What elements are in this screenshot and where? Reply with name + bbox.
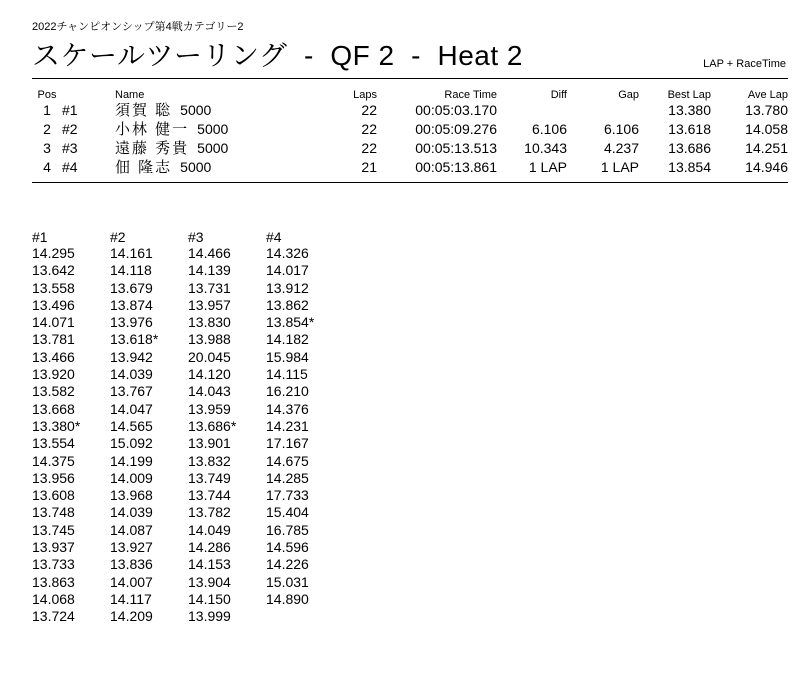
lap-time-cell: 13.668 <box>32 400 75 417</box>
result-best-lap: 13.686 <box>668 140 711 156</box>
lap-row <box>32 539 344 556</box>
lap-time-cell: 14.009 <box>110 469 153 486</box>
results-header-row <box>32 88 788 101</box>
col-diff: Diff <box>550 88 567 101</box>
lap-time-cell: 13.901 <box>188 435 231 452</box>
lap-time-cell: 13.999 <box>188 608 231 625</box>
result-laps: 22 <box>361 102 377 118</box>
lap-time-cell: 14.068 <box>32 590 75 607</box>
lap-time-cell: 14.115 <box>266 366 308 383</box>
lap-row <box>32 522 344 539</box>
lap-time-cell: 13.976 <box>110 314 153 331</box>
event-subtitle: 2022チャンピオンシップ第4戦カテゴリー2 <box>32 21 244 33</box>
result-race-time: 00:05:03.170 <box>415 102 497 118</box>
lap-row <box>32 574 344 591</box>
result-gap: 4.237 <box>603 140 639 156</box>
result-row <box>32 158 788 177</box>
result-laps: 22 <box>361 140 377 156</box>
lap-time-cell: 14.161 <box>110 245 153 261</box>
lap-row <box>32 453 344 470</box>
driver-class: 5000 <box>180 102 212 118</box>
lap-time-cell: 13.920 <box>32 366 75 383</box>
result-gap <box>567 101 639 120</box>
lap-time-cell: 14.087 <box>110 521 153 538</box>
result-ave-lap: 14.946 <box>745 159 788 175</box>
lap-time-cell: 14.049 <box>188 521 231 538</box>
driver-class: 5000 <box>197 140 229 156</box>
lap-time-cell: 14.039 <box>110 504 153 521</box>
results-table <box>32 88 788 177</box>
lap-time-cell: 14.071 <box>32 314 75 331</box>
lap-note: LAP + RaceTime <box>703 58 786 70</box>
lap-row <box>32 297 344 314</box>
driver-name: 遠藤 秀貴 <box>115 140 190 157</box>
lap-time-cell: 13.968 <box>110 487 153 504</box>
result-gap: 6.106 <box>603 121 639 137</box>
lap-times-table <box>32 228 344 626</box>
result-best-lap: 13.618 <box>668 121 711 137</box>
lap-time-cell: 13.836 <box>110 556 153 573</box>
lap-time-cell: 13.558 <box>32 279 75 296</box>
result-laps: 21 <box>361 159 377 175</box>
lap-time-cell: 14.565 <box>110 417 153 434</box>
lap-time-cell: 14.117 <box>110 590 152 607</box>
lap-time-cell: 13.724 <box>32 608 75 625</box>
lap-time-cell: 14.375 <box>32 452 75 469</box>
lap-time-cell: 13.959 <box>188 400 231 417</box>
lap-time-cell: 13.618* <box>110 331 159 348</box>
result-pos: 4 <box>43 159 51 175</box>
lap-time-cell: 13.745 <box>32 521 75 538</box>
lap-col-3: #3 <box>188 228 204 245</box>
result-pos: 3 <box>43 140 51 156</box>
lap-time-cell: 14.182 <box>266 331 309 348</box>
lap-time-cell: 13.854* <box>266 314 315 331</box>
lap-time-cell: 15.031 <box>266 573 309 590</box>
lap-time-cell: 17.167 <box>266 435 309 452</box>
lap-time-cell: 13.782 <box>188 504 231 521</box>
lap-time-cell: 14.376 <box>266 400 309 417</box>
lap-time-cell: 14.199 <box>110 452 153 469</box>
result-gap: 1 LAP <box>600 159 639 175</box>
col-laps: Laps <box>353 88 377 101</box>
lap-time-cell: 14.153 <box>188 556 231 573</box>
result-name <box>107 120 327 139</box>
lap-col-4: #4 <box>266 228 282 245</box>
driver-name: 須賀 聡 <box>115 102 173 119</box>
lap-time-cell: 14.007 <box>110 573 153 590</box>
result-name <box>107 101 327 120</box>
result-best-lap: 13.380 <box>668 102 711 118</box>
driver-class: 5000 <box>197 121 229 137</box>
result-race-time: 00:05:13.861 <box>415 159 497 175</box>
driver-name-wrap <box>107 140 228 156</box>
lap-time-cell: 14.231 <box>266 417 309 434</box>
lap-time-cell: 17.733 <box>266 487 309 504</box>
lap-time-cell: 14.017 <box>266 262 309 279</box>
lap-row <box>32 280 344 297</box>
lap-time-cell: 13.686* <box>188 417 237 434</box>
driver-name-wrap <box>107 159 211 175</box>
lap-time-cell: 13.927 <box>110 539 153 556</box>
result-number: #1 <box>62 102 78 118</box>
lap-row <box>32 349 344 366</box>
lap-time-cell: 13.937 <box>32 539 75 556</box>
result-race-time: 00:05:09.276 <box>415 121 497 137</box>
lap-time-cell: 14.139 <box>188 262 231 279</box>
lap-row <box>32 487 344 504</box>
result-row <box>32 120 788 139</box>
lap-row <box>32 366 344 383</box>
lap-row <box>32 314 344 331</box>
page-title: スケールツーリング - QF 2 - Heat 2 <box>32 40 523 71</box>
lap-col-1: #1 <box>32 228 48 245</box>
lap-time-cell: 14.226 <box>266 556 309 573</box>
result-ave-lap: 13.780 <box>745 102 788 118</box>
lap-time-cell: 13.863 <box>32 573 75 590</box>
result-ave-lap: 14.058 <box>745 121 788 137</box>
col-pos: Pos <box>37 88 57 101</box>
col-no <box>62 88 107 101</box>
lap-time-cell: 20.045 <box>188 348 231 365</box>
lap-time-cell: 13.731 <box>188 279 231 296</box>
result-best-lap: 13.854 <box>668 159 711 175</box>
lap-col-2: #2 <box>110 228 126 245</box>
lap-time-cell: 13.830 <box>188 314 231 331</box>
lap-time-cell: 13.748 <box>32 504 75 521</box>
lap-time-cell: 14.596 <box>266 539 309 556</box>
result-number: #2 <box>62 121 78 137</box>
driver-class: 5000 <box>180 159 212 175</box>
lap-time-cell: 13.608 <box>32 487 75 504</box>
lap-time-cell: 13.956 <box>32 469 75 486</box>
col-race-time: Race Time <box>444 88 497 101</box>
lap-time-cell: 14.209 <box>110 608 153 625</box>
result-laps: 22 <box>361 121 377 137</box>
lap-row <box>32 591 344 608</box>
lap-time-cell: 15.404 <box>266 504 309 521</box>
lap-time-cell: 13.744 <box>188 487 231 504</box>
col-best-lap: Best Lap <box>667 88 711 101</box>
lap-time-cell: 14.675 <box>266 452 309 469</box>
lap-time-cell: 13.874 <box>110 296 153 313</box>
lap-time-cell: 13.380* <box>32 417 81 434</box>
col-gap: Gap <box>618 88 639 101</box>
lap-time-cell: 14.118 <box>110 262 152 279</box>
result-diff: 6.106 <box>531 121 567 137</box>
lap-time-cell: 13.988 <box>188 331 231 348</box>
result-row <box>32 139 788 158</box>
lap-time-cell: 14.047 <box>110 400 153 417</box>
lap-time-cell: 14.043 <box>188 383 231 400</box>
result-diff <box>497 101 567 120</box>
lap-time-cell: 13.781 <box>32 331 75 348</box>
driver-name: 小林 健一 <box>115 121 190 138</box>
lap-time-cell: 16.210 <box>266 383 309 400</box>
lap-row <box>32 470 344 487</box>
lap-time-cell: 14.039 <box>110 366 153 383</box>
lap-time-cell: 15.092 <box>110 435 153 452</box>
col-name <box>107 88 327 101</box>
lap-row <box>32 435 344 452</box>
driver-name: 佃 隆志 <box>115 159 173 176</box>
lap-time-cell: 13.733 <box>32 556 75 573</box>
lap-time-cell: 14.326 <box>266 245 309 261</box>
result-pos: 2 <box>43 121 51 137</box>
lap-time-cell: 13.957 <box>188 296 231 313</box>
lap-time-cell: 13.942 <box>110 348 153 365</box>
lap-row <box>32 245 344 262</box>
result-number: #3 <box>62 140 78 156</box>
lap-time-cell: 16.785 <box>266 521 309 538</box>
result-name <box>107 139 327 158</box>
result-race-time: 00:05:13.513 <box>415 140 497 156</box>
driver-name-wrap <box>107 102 211 118</box>
lap-time-cell: 13.904 <box>188 573 231 590</box>
result-diff: 10.343 <box>524 140 567 156</box>
lap-time-cell: 14.286 <box>188 539 231 556</box>
lap-row <box>32 401 344 418</box>
lap-time-cell: 13.554 <box>32 435 75 452</box>
lap-time-cell: 13.496 <box>32 296 75 313</box>
bottom-rule <box>32 182 788 183</box>
col-name-label: Name <box>115 88 145 101</box>
lap-header-row <box>32 228 344 245</box>
result-diff: 1 LAP <box>528 159 567 175</box>
lap-time-cell: 13.642 <box>32 262 75 279</box>
lap-time-cell: 14.295 <box>32 245 75 261</box>
lap-time-cell: 14.890 <box>266 590 309 607</box>
lap-time-cell: 13.749 <box>188 469 231 486</box>
result-row <box>32 101 788 120</box>
result-ave-lap: 14.251 <box>745 140 788 156</box>
driver-name-wrap <box>107 121 228 137</box>
lap-time-cell: 13.466 <box>32 348 75 365</box>
lap-row <box>32 331 344 348</box>
lap-row <box>32 383 344 400</box>
lap-time-cell: 13.912 <box>266 279 309 296</box>
lap-row <box>32 418 344 435</box>
lap-time-cell: 13.832 <box>188 452 231 469</box>
lap-time-cell <box>266 608 344 625</box>
lap-time-cell: 14.466 <box>188 245 231 261</box>
lap-row <box>32 262 344 279</box>
lap-row <box>32 608 344 625</box>
lap-time-cell: 13.767 <box>110 383 153 400</box>
lap-time-cell: 13.679 <box>110 279 153 296</box>
top-rule <box>32 78 788 79</box>
lap-time-cell: 13.862 <box>266 296 309 313</box>
lap-time-cell: 14.285 <box>266 469 309 486</box>
result-pos: 1 <box>43 102 51 118</box>
lap-row <box>32 504 344 521</box>
result-name <box>107 158 327 177</box>
lap-row <box>32 556 344 573</box>
lap-time-cell: 13.582 <box>32 383 75 400</box>
lap-time-cell: 14.120 <box>188 366 231 383</box>
lap-time-cell: 15.984 <box>266 348 309 365</box>
lap-time-cell: 14.150 <box>188 590 231 607</box>
result-number: #4 <box>62 159 78 175</box>
col-ave-lap: Ave Lap <box>747 88 788 101</box>
